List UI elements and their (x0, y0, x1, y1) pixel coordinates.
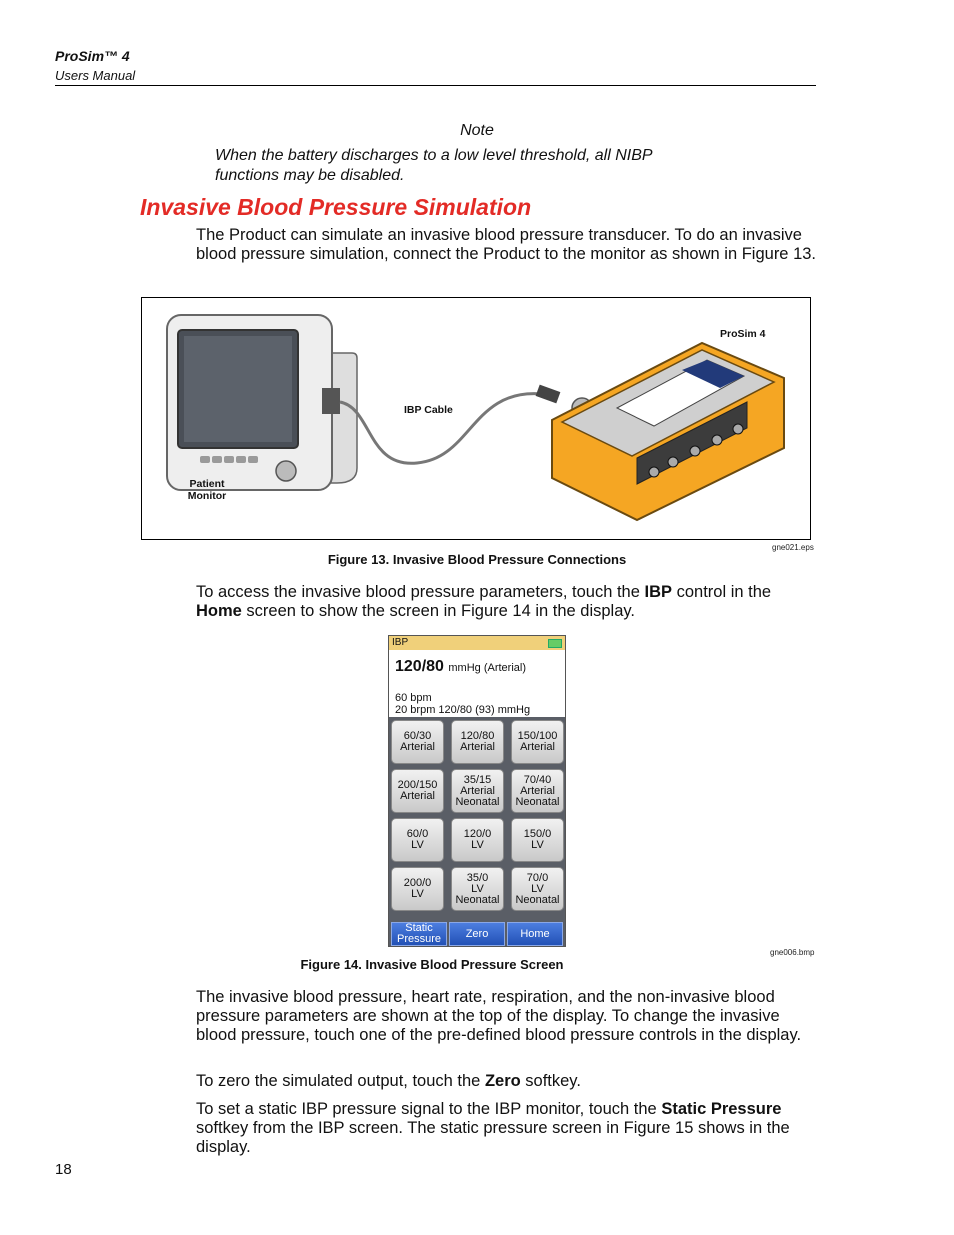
heart-rate-line: 60 bpm (395, 692, 432, 704)
ibp-value-unit: mmHg (Arterial) (448, 662, 527, 674)
ibp-preset-button[interactable]: 120/0 LV (451, 818, 504, 862)
battery-icon (548, 639, 562, 648)
ibp-readout-area (389, 636, 565, 717)
resp-nibp-line: 20 brpm 120/80 (93) mmHg (395, 704, 531, 716)
static-text-1: To set a static IBP pressure signal to the IBP monitor, touch the (196, 1100, 662, 1118)
connection-illustration (142, 298, 812, 541)
patient-monitor-label (182, 478, 232, 502)
patient-monitor-label-line2: Monitor (187, 490, 227, 502)
figure-14-file: gne006.bmp (770, 948, 815, 957)
ibp-cable-label: IBP Cable (404, 404, 453, 416)
access-text-1: To access the invasive blood pressure parameters, touch the (196, 583, 645, 601)
ibp-preset-button[interactable]: 35/15 Arterial Neonatal (451, 769, 504, 813)
intro-paragraph: The Product can simulate an invasive blood pressure transducer. To do an invasive blood pressure simulation, connect the Product to the monitor as shown in Figure 13. (196, 226, 817, 263)
access-paragraph (196, 583, 816, 621)
ibp-preset-button[interactable]: 150/0 LV (511, 818, 564, 862)
params-paragraph: The invasive blood pressure, heart rate, respiration, and the non-invasive blood pressure parameters are shown at the top of the display. To change the invasive blood pressure, touch one of the pre-defined blood pressure controls in the display. (196, 988, 802, 1044)
access-home: Home (196, 602, 242, 620)
zero-text-1: To zero the simulated output, touch the (196, 1072, 485, 1090)
access-ibp: IBP (644, 583, 673, 601)
access-text-2: control in the (672, 583, 772, 601)
ibp-preset-button[interactable]: 120/80 Arterial (451, 720, 504, 764)
ibp-preset-button[interactable]: 70/0 LV Neonatal (511, 867, 564, 911)
zero-bold: Zero (484, 1072, 521, 1090)
screen-title: IBP (392, 637, 409, 648)
monitor-knob (276, 461, 296, 481)
prosim-label: ProSim 4 (720, 328, 766, 340)
ibp-preset-button[interactable]: 150/100 Arterial (511, 720, 564, 764)
static-bold: Static Pressure (661, 1100, 782, 1118)
ibp-screen (388, 635, 566, 947)
ibp-preset-button[interactable]: 200/150 Arterial (391, 769, 444, 813)
static-text-2: softkey from the IBP screen. The static pressure screen in Figure 15 shows in the display. (196, 1119, 790, 1156)
patient-monitor-label-line1: Patient (189, 478, 225, 490)
static-pressure-softkey[interactable]: Static Pressure (391, 922, 447, 946)
ibp-preset-button[interactable]: 60/0 LV (391, 818, 444, 862)
manual-subtitle: Users Manual (55, 68, 136, 83)
ibp-preset-button[interactable]: 200/0 LV (391, 867, 444, 911)
ibp-preset-button[interactable]: 35/0 LV Neonatal (451, 867, 504, 911)
access-text-3: screen to show the screen in Figure 14 in the display. (241, 602, 635, 620)
manual-title: ProSim™ 4 (55, 48, 130, 64)
screen-title-bar (389, 636, 565, 650)
ibp-preset-button[interactable]: 60/30 Arterial (391, 720, 444, 764)
figure-13-file: gne021.eps (772, 543, 814, 552)
note-title: Note (460, 122, 494, 139)
figure-13-caption: Figure 13. Invasive Blood Pressure Connections (327, 552, 627, 567)
static-paragraph (196, 1100, 816, 1157)
zero-paragraph (196, 1072, 816, 1091)
note-text: When the battery discharges to a low level threshold, all NIBP functions may be disabled. (215, 147, 652, 184)
ibp-preset-button[interactable]: 70/40 Arterial Neonatal (511, 769, 564, 813)
home-softkey[interactable]: Home (507, 922, 563, 946)
figure-14-caption: Figure 14. Invasive Blood Pressure Screen (300, 957, 564, 972)
zero-text-2: softkey. (520, 1072, 581, 1090)
figure-13-connections (141, 297, 811, 540)
header-rule (55, 85, 816, 86)
ibp-value-number: 120/80 (395, 658, 444, 675)
ibp-value (395, 658, 526, 676)
section-heading: Invasive Blood Pressure Simulation (140, 194, 532, 220)
zero-softkey[interactable]: Zero (449, 922, 505, 946)
page-number: 18 (55, 1161, 72, 1178)
